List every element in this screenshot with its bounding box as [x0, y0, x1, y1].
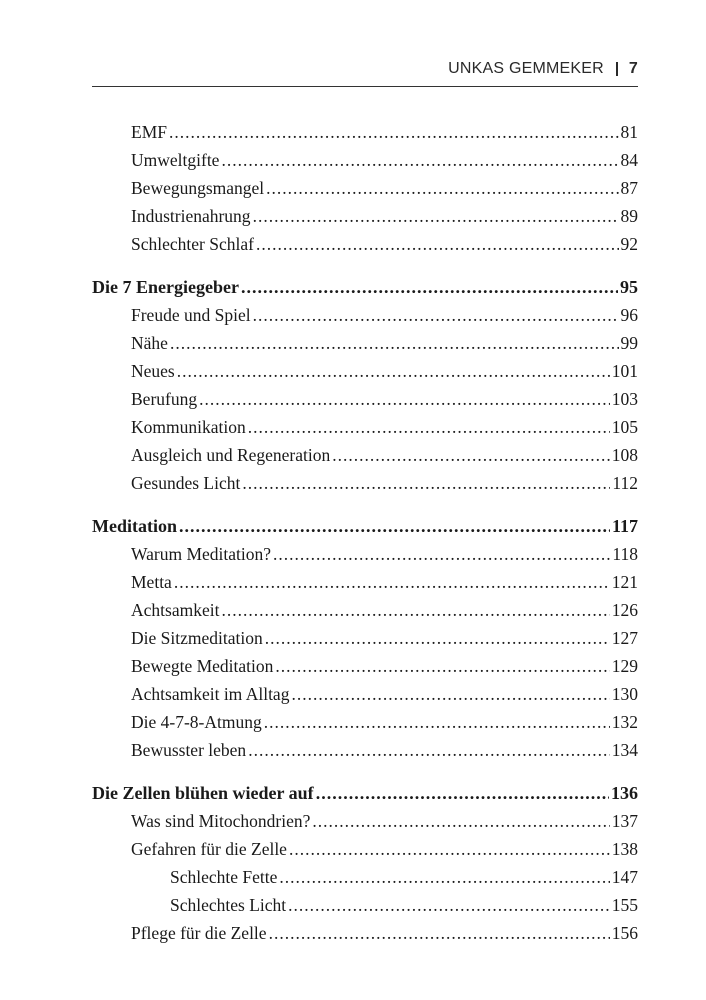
toc-entry-page: 89 — [620, 206, 638, 226]
toc-entry-title: Schlechte Fette — [170, 867, 278, 887]
toc-entry — [92, 301, 638, 329]
dot-leader — [316, 779, 609, 807]
dot-leader — [177, 357, 610, 385]
section-gap — [92, 764, 638, 779]
toc-entry-title: Gefahren für die Zelle — [131, 839, 287, 859]
dot-leader — [170, 329, 619, 357]
running-header — [92, 60, 638, 87]
toc-entry-page: 81 — [620, 122, 638, 142]
dot-leader — [288, 891, 610, 919]
toc-entry-page: 117 — [611, 516, 638, 536]
toc-entry-page: 105 — [611, 417, 638, 437]
dot-leader — [169, 118, 619, 146]
toc-entry — [92, 540, 638, 568]
dot-leader — [221, 596, 609, 624]
toc-entry — [92, 863, 638, 891]
dot-leader — [174, 568, 610, 596]
toc-entry — [92, 736, 638, 764]
toc-chapter-entry — [92, 273, 638, 301]
toc-entry-page: 156 — [611, 923, 638, 943]
toc-entry-page: 84 — [620, 150, 638, 170]
dot-leader — [199, 385, 610, 413]
toc-entry — [92, 230, 638, 258]
toc-entry-page: 103 — [611, 389, 638, 409]
toc-entry-page: 112 — [612, 473, 638, 493]
toc-entry-title: Die Zellen blühen wieder auf — [92, 783, 314, 803]
toc-entry-page: 121 — [611, 572, 638, 592]
toc-entry-title: EMF — [131, 122, 167, 142]
header-text — [448, 60, 638, 78]
dot-leader — [242, 469, 610, 497]
toc-entry-page: 136 — [611, 783, 638, 803]
toc-chapter-entry — [92, 512, 638, 540]
toc-entry-title: Achtsamkeit im Alltag — [131, 684, 290, 704]
toc-entry-title: Bewusster leben — [131, 740, 247, 760]
section-gap — [92, 497, 638, 512]
dot-leader — [269, 919, 610, 947]
toc-entry-page: 132 — [611, 712, 638, 732]
toc-entry-title: Neues — [131, 361, 175, 381]
toc-entry — [92, 385, 638, 413]
toc-entry-title: Kommunikation — [131, 417, 246, 437]
toc-entry — [92, 652, 638, 680]
header-page-number: 7 — [628, 60, 638, 77]
toc-entry — [92, 441, 638, 469]
dot-leader — [266, 174, 618, 202]
table-of-contents — [92, 118, 638, 947]
section-gap — [92, 258, 638, 273]
dot-leader — [221, 146, 618, 174]
toc-entry-title: Gesundes Licht — [131, 473, 241, 493]
toc-entry-page: 92 — [620, 234, 638, 254]
toc-entry — [92, 146, 638, 174]
dot-leader — [273, 540, 610, 568]
toc-entry-title: Warum Meditation? — [131, 544, 272, 564]
toc-entry — [92, 919, 638, 947]
toc-entry-title: Die 4-7-8-Atmung — [131, 712, 262, 732]
dot-leader — [265, 624, 610, 652]
toc-entry-page: 95 — [620, 277, 638, 297]
toc-entry — [92, 329, 638, 357]
dot-leader — [253, 301, 619, 329]
toc-entry-page: 147 — [611, 867, 638, 887]
toc-entry-page: 138 — [611, 839, 638, 859]
toc-entry-title: Meditation — [92, 516, 177, 536]
toc-entry-title: Freude und Spiel — [131, 305, 251, 325]
dot-leader — [289, 835, 610, 863]
toc-entry-page: 118 — [612, 544, 638, 564]
dot-leader — [312, 807, 609, 835]
toc-entry-title: Achtsamkeit — [131, 600, 220, 620]
toc-entry-page: 137 — [611, 811, 638, 831]
toc-entry-title: Die Sitzmeditation — [131, 628, 263, 648]
toc-entry — [92, 835, 638, 863]
header-author: UNKAS GEMMEKER — [448, 60, 604, 77]
toc-entry-title: Was sind Mitochondrien? — [131, 811, 311, 831]
dot-leader — [248, 413, 610, 441]
toc-entry-page: 134 — [611, 740, 638, 760]
toc-entry-page: 99 — [620, 333, 638, 353]
toc-entry-page: 129 — [611, 656, 638, 676]
toc-entry-page: 87 — [620, 178, 638, 198]
toc-entry-title: Pflege für die Zelle — [131, 923, 267, 943]
dot-leader — [179, 512, 610, 540]
toc-entry — [92, 357, 638, 385]
toc-entry — [92, 891, 638, 919]
toc-entry-page: 130 — [611, 684, 638, 704]
toc-entry-page: 108 — [611, 445, 638, 465]
dot-leader — [275, 652, 609, 680]
dot-leader — [253, 202, 619, 230]
toc-entry-title: Schlechter Schlaf — [131, 234, 254, 254]
toc-entry — [92, 202, 638, 230]
toc-entry-page: 101 — [611, 361, 638, 381]
toc-entry-title: Metta — [131, 572, 172, 592]
dot-leader — [241, 273, 618, 301]
toc-entry — [92, 568, 638, 596]
dot-leader — [291, 680, 609, 708]
toc-entry-title: Die 7 Energiegeber — [92, 277, 239, 297]
toc-entry-title: Bewegungsmangel — [131, 178, 265, 198]
dot-leader — [256, 230, 619, 258]
toc-entry-title: Schlechtes Licht — [170, 895, 287, 915]
dot-leader — [248, 736, 610, 764]
header-separator — [616, 62, 618, 76]
toc-entry — [92, 708, 638, 736]
toc-entry-page: 126 — [611, 600, 638, 620]
toc-entry — [92, 413, 638, 441]
toc-entry — [92, 469, 638, 497]
toc-entry — [92, 174, 638, 202]
dot-leader — [279, 863, 609, 891]
toc-entry — [92, 596, 638, 624]
toc-entry-title: Umweltgifte — [131, 150, 220, 170]
toc-entry-title: Industrienahrung — [131, 206, 251, 226]
toc-entry-title: Nähe — [131, 333, 168, 353]
toc-entry-title: Berufung — [131, 389, 198, 409]
dot-leader — [264, 708, 610, 736]
toc-entry-title: Bewegte Meditation — [131, 656, 274, 676]
toc-entry — [92, 807, 638, 835]
toc-entry — [92, 680, 638, 708]
dot-leader — [332, 441, 609, 469]
toc-entry-title: Ausgleich und Regeneration — [131, 445, 331, 465]
toc-entry — [92, 118, 638, 146]
toc-entry-page: 155 — [611, 895, 638, 915]
toc-entry — [92, 624, 638, 652]
toc-entry-page: 96 — [620, 305, 638, 325]
toc-chapter-entry — [92, 779, 638, 807]
toc-entry-page: 127 — [611, 628, 638, 648]
